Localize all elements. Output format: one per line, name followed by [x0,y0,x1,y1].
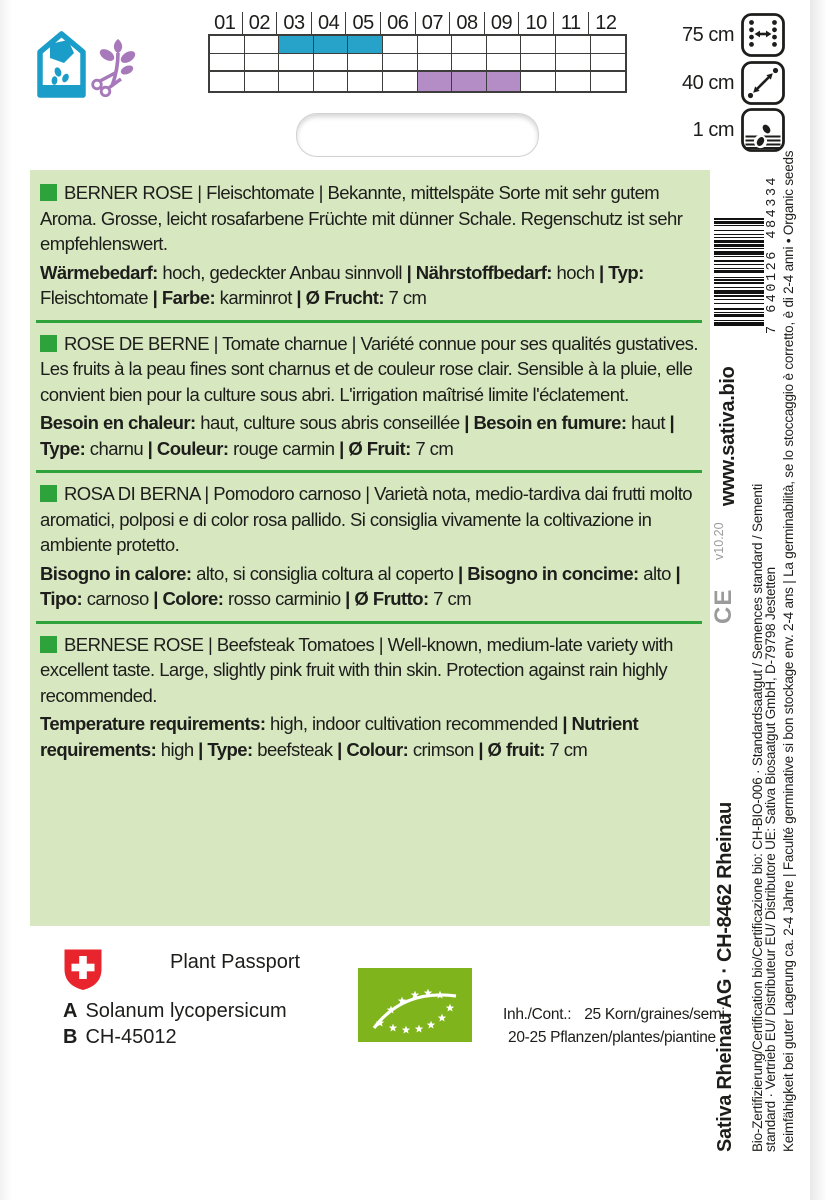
barcode-space [714,216,764,219]
barcode-space [714,255,764,256]
calendar-cell [556,36,591,54]
barcode-bar [714,244,764,247]
contents-label: Inh./Cont.: [503,1006,572,1023]
calendar-cell [418,54,453,72]
variety-info-box [30,170,710,926]
green-square-icon [40,485,57,502]
barcode-bar [714,240,764,243]
barcode-bar [714,256,764,257]
month-label: 10 [519,12,554,34]
calendar-cell [487,54,522,72]
barcode-bar [714,270,764,273]
line-a-label: A [63,1000,78,1022]
calendar-cell [521,54,556,72]
barcode-space [714,310,764,311]
barcode-bar [714,320,764,321]
barcode-space [714,243,764,244]
plant-spacing-icon [741,61,785,105]
barcode-bar [714,322,764,326]
barcode-bar [714,282,764,285]
section-divider [36,621,702,624]
barcode-bar [714,290,764,294]
calendar-cell [210,54,245,72]
variety-specs: Bisogno in calore: alto, si consiglia coltura al coperto | Bisogno in concime: alto | Tipo: carnoso | Colore: rosso carminio | Ø Frutto: 7 cm [40,562,681,609]
calendar-cell [487,36,522,54]
calendar-cell [591,36,626,54]
barcode-bar [714,268,764,269]
month-label: 01 [208,12,243,34]
month-label: 03 [277,12,312,34]
certification-line-1: Bio-Zertifizierung/Certification bio/Certificazione bio: CH-BIO-006 · Standardsaatgut / Semences standard / Sementi [750,483,765,1152]
row-spacing-label: 75 cm [682,23,734,46]
ce-mark: CE [710,588,737,624]
calendar-cell [279,54,314,72]
barcode-bar [714,218,764,219]
contents-info [503,1003,725,1049]
calendar-cell [383,36,418,54]
month-label: 12 [595,12,617,34]
barcode-space [714,273,764,277]
calendar-cell [245,54,280,72]
month-label: 08 [450,12,485,34]
barcode-bar [714,312,764,313]
packet-left-edge [0,0,12,1200]
calendar-cell [521,72,556,91]
calendar-cell [591,54,626,72]
barcode-bar [714,221,764,224]
packet-right-edge [810,0,839,1200]
barcode-bar [714,287,764,288]
barcode-bar [714,308,764,311]
website-url: www.sativa.bio [717,366,739,506]
barcode-space [714,269,764,270]
calendar-cell [245,72,280,91]
barcode-space [714,297,764,298]
barcode-bar [714,279,764,280]
barcode-space [714,249,764,250]
eu-organic-logo [358,968,472,1042]
plant-passport-line-b [63,1026,177,1049]
calendar-cell [556,72,591,91]
sowing-calendar [208,12,624,93]
variety-description: BERNESE ROSE | Beefsteak Tomatoes | Well-known, medium-late variety with excellent taste. Large, slightly pink fruit with thin skin. Protection against rain highly recommended. [40,633,673,706]
calendar-month-header [208,12,624,34]
barcode-space [714,247,764,248]
barcode-space [714,231,764,234]
barcode-bar [714,264,764,265]
variety-section [40,180,698,311]
green-square-icon [40,335,57,352]
line-b-label: B [63,1026,78,1048]
barcode-space [714,238,764,241]
barcode-digits: 7 640126 484334 [765,174,780,334]
month-label: 07 [416,12,451,34]
line-a-value: Solanum lycopersicum [85,1000,287,1022]
harvest-cell [452,72,487,91]
green-square-icon [40,636,57,653]
barcode-bar [714,230,764,231]
germination-text: Keimfähigkeit bei guter Lagerung ca. 2-4 Jahre | Faculté germinative si bon stockage env. 2-4 ans | La germinabilità, se lo stoccaggio è corretto, è di 2-4 anni • Organic seeds [781,150,796,1152]
variety-specs: Temperature requirements: high, indoor cultivation recommended | Nutrient requirements: high | Type: beefsteak | Colour: crimson | Ø fruit: 7 cm [40,713,639,760]
barcode-space [714,281,764,282]
barcode-bar [714,299,764,300]
month-label: 11 [554,12,589,34]
sowing-depth-label: 1 cm [692,118,734,141]
row-spacing-icon [741,13,785,57]
row-spacing-info [666,13,785,57]
barcode-space [714,300,764,303]
barcode [714,168,784,336]
barcode-space [714,257,764,260]
company-address: Sativa Rheinau AG · CH-8462 Rheinau [714,802,736,1152]
barcode-space [714,278,764,279]
variety-section [40,632,698,763]
variety-section [40,331,698,462]
variety-specs: Wärmebedarf: hoch, gedeckter Anbau sinnvoll | Nährstoffbedarf: hoch | Typ: Fleischtomate | Farbe: karminrot | Ø Frucht: 7 cm [40,261,644,308]
calendar-cell [452,54,487,72]
variety-description: ROSA DI BERNA | Pomodoro carnoso | Varietà nota, medio-tardiva dai frutti molto aromatici, polposi e di color rosa pallido. Si consiglia vivamente la coltivazione in ambiente protetto. [40,483,693,555]
contents-seeds: 25 Korn/graines/semi [584,1006,725,1023]
calendar-cell [314,54,349,72]
barcode-bar [714,237,764,238]
calendar-cell [245,36,280,54]
harvest-cell [418,72,453,91]
barcode-space [714,235,764,236]
calendar-cell [591,72,626,91]
sowing-under-cover-cell [348,36,383,54]
calendar-cell [279,72,314,91]
month-label: 04 [312,12,347,34]
calendar-cell [418,36,453,54]
month-label: 06 [381,12,416,34]
calendar-cell [383,54,418,72]
plant-spacing-info [666,61,785,105]
calendar-cell [210,72,245,91]
calendar-cell [452,36,487,54]
barcode-bar [714,251,764,255]
barcode-space [714,285,764,288]
line-b-value: CH-45012 [85,1026,177,1048]
plant-spacing-label: 40 cm [682,71,734,94]
harvest-cell [487,72,522,91]
calendar-cell [210,36,245,54]
calendar-cell [521,36,556,54]
barcode-space [714,304,764,308]
barcode-space [714,294,764,295]
hang-hole [296,113,539,157]
barcode-bar [714,260,764,263]
barcode-bar [714,303,764,304]
calendar-cell [314,72,349,91]
month-label: 05 [346,12,381,34]
barcode-bar [714,248,764,249]
section-divider [36,320,702,323]
barcode-bar [714,277,764,278]
month-label: 09 [485,12,520,34]
variety-description: BERNER ROSE | Fleischtomate | Bekannte, mittelspäte Sorte mit sehr gutem Aroma. Grosse, leicht rosafarbene Früchte mit dünner Schale. Regenschutz ist sehr empfehlenswert. [40,182,683,254]
barcode-bar [714,225,764,226]
sowing-depth-info [666,108,785,152]
section-divider [36,470,702,473]
green-square-icon [40,184,57,201]
barcode-bar [714,314,764,317]
contents-line-1 [503,1003,725,1026]
barcode-space [714,262,764,263]
calendar-grid [208,34,627,93]
variety-section [40,481,698,612]
calendar-cell [556,54,591,72]
calendar-cell [348,72,383,91]
month-label: 02 [243,12,278,34]
barcode-space [714,265,764,268]
swiss-coat-of-arms [63,948,103,991]
barcode-space [714,317,764,320]
plant-passport-line-a [63,1000,287,1023]
calendar-cell [348,54,383,72]
version-label: v10.20 [712,522,726,560]
harvest-icon [90,37,136,97]
barcode-space [714,313,764,314]
barcode-space [714,220,764,221]
plant-passport-title: Plant Passport [170,951,301,973]
sowing-under-cover-icon [37,31,86,98]
sowing-depth-icon [741,108,785,152]
variety-specs: Besoin en chaleur: haut, culture sous abris conseillée | Besoin en fumure: haut | Type: charnu | Couleur: rouge carmin | Ø Fruit: 7 cm [40,412,675,459]
barcode-space [714,321,764,322]
barcode-space [714,226,764,230]
certification-text [751,484,777,1152]
certification-line-2: standard · Vertrieb EU/ Distributeur EU/ Distributore UE: Sativa Biosaatgut GmbH, D-79798 Jestetten [763,567,778,1152]
calendar-cell [383,72,418,91]
barcode-bar [714,295,764,298]
sowing-under-cover-cell [279,36,314,54]
contents-line-2: 20-25 Pflanzen/plantes/piantine [508,1029,716,1046]
barcode-space [714,224,764,225]
barcode-bar [714,234,764,235]
sowing-under-cover-cell [314,36,349,54]
barcode-bars [714,168,764,336]
variety-description: ROSE DE BERNE | Tomate charnue | Variété connue pour ses qualités gustatives. Les fruits à la peau fines sont charnus et de couleur rose clair. Sensible à la pluie, elle convient bien pour la culture sous abri. L'irrigation maîtrisé limite l'éclatement. [40,332,698,405]
barcode-space [714,288,764,289]
